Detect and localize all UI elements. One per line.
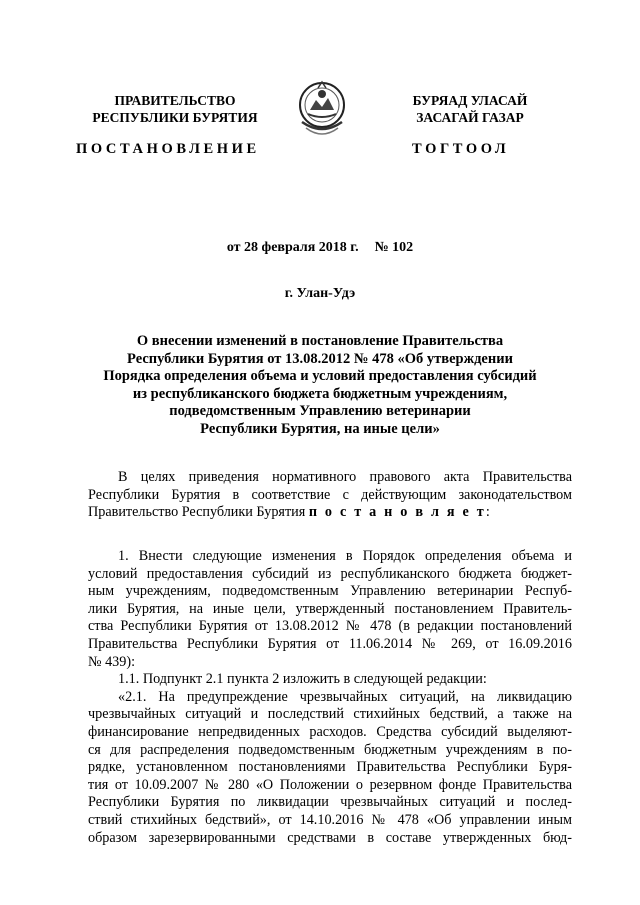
header-left-line-1: ПРАВИТЕЛЬСТВО [114, 93, 236, 108]
body-line: образом зарезервированными средствами в составе утвержденных бюд- [88, 829, 572, 846]
preamble-paragraph [88, 469, 572, 522]
date-line [0, 240, 640, 256]
body-line: ства Республики Бурятия от 13.08.2012 № 478 (в редакции постановлений [88, 618, 572, 635]
emblem-icon [296, 74, 348, 144]
government-header-left [60, 92, 290, 126]
document-kind-left: ПОСТАНОВЛЕНИЕ [76, 141, 260, 157]
body-line: 1.1. Подпункт 2.1 пункта 2 изложить в следующей редакции: [118, 671, 487, 688]
body-line: ствий стихийных бедствий», от 14.10.2016 № 478 «Об управлении иным [88, 811, 572, 828]
document-title [70, 333, 570, 439]
body-line: тия от 10.09.2007 № 280 «О Положении о резервном фонде Правительства [88, 776, 572, 793]
document-kind-right: ТОГТООЛ [412, 141, 510, 157]
decree-date: от 28 февраля 2018 г. [226, 240, 359, 255]
decree-word: п о с т а н о в л я е т [308, 504, 486, 521]
body-line: 1. Внести следующие изменения в Порядок определения объема и [118, 548, 572, 564]
body-line: ным учреждениям, подведомственным Управлению ветеринарии Респуб- [88, 583, 572, 600]
title-line: Республики Бурятия, на иные цели» [200, 420, 440, 437]
body-line: Республики Бурятия по ликвидации чрезвычайных ситуаций и послед- [88, 794, 572, 811]
body-line: № 439): [88, 653, 136, 670]
decree-number: № 102 [374, 240, 414, 255]
header-right-line-2: ЗАСАГАЙ ГАЗАР [416, 110, 524, 125]
title-line: О внесении изменений в постановление Правительства [136, 333, 504, 349]
body-line: «2.1. На предупреждение чрезвычайных ситуаций, на ликвидацию [118, 688, 572, 705]
title-line: Порядка определения объема и условий предоставления субсидий [103, 368, 537, 385]
title-line: подведомственным Управлению ветеринарии [169, 403, 471, 420]
preamble-line: В целях приведения нормативного правового акта Правительства [118, 469, 572, 485]
preamble-prefix: Правительство Республики Бурятия [88, 504, 306, 521]
body-line: финансирование непредвиденных расходов. Средства субсидий выделяют- [88, 723, 572, 740]
title-line: из республиканского бюджета бюджетным учреждениям, [132, 385, 508, 402]
body-text [88, 548, 572, 847]
preamble-line: Республики Бурятия в соответствие с действующим законодательством [88, 486, 572, 503]
body-line: условий предоставления субсидий из республиканского бюджета бюджет- [88, 565, 572, 582]
body-line: рядке, установленном постановлениями Правительства Республики Буря- [88, 759, 572, 776]
body-line: чрезвычайных ситуаций и последствий стихийных бедствий, а также на [88, 706, 572, 723]
body-line: лики Бурятия, на иные цели, утвержденный постановлением Правитель- [88, 600, 572, 617]
body-line: Правительства Республики Бурятия от 11.06.2014 № 269, от 16.09.2016 [88, 635, 572, 652]
title-line: Республики Бурятия от 13.08.2012 № 478 «Об утверждении [127, 350, 513, 367]
body-line: ся для распределения подведомственным бюджетным учреждениям в по- [88, 741, 572, 758]
header-right-line-1: БУРЯАД УЛАСАЙ [412, 93, 528, 108]
preamble-line [88, 504, 572, 522]
government-header-right [355, 92, 585, 126]
preamble-suffix: : [485, 504, 490, 521]
city: г. Улан-Удэ [284, 286, 356, 301]
header-left-line-2: РЕСПУБЛИКИ БУРЯТИЯ [92, 110, 258, 125]
